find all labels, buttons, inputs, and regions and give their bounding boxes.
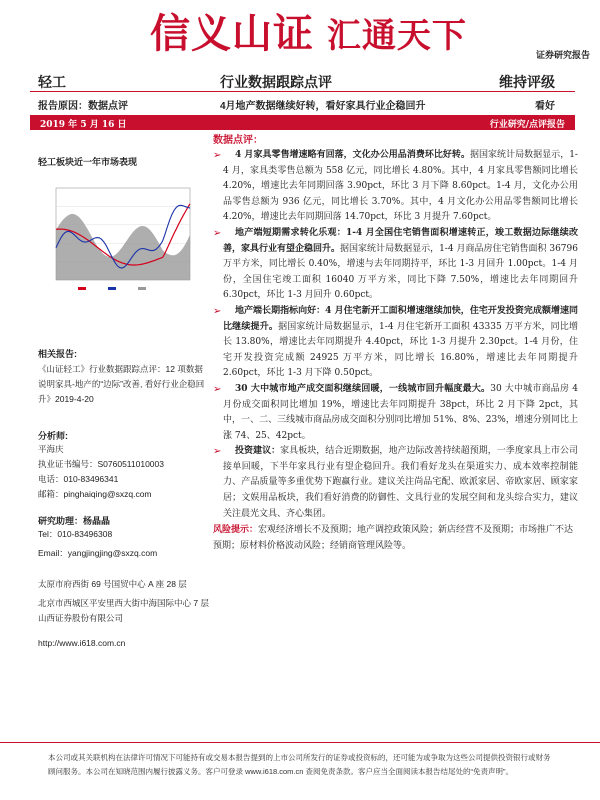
report-category: 行业研究/点评报告 bbox=[489, 120, 565, 130]
p4-heading: 30 大中城市地产成交面积继续回暖，一线城市回升幅度最大。 bbox=[235, 383, 491, 394]
slogan-part-a: 信义山证 bbox=[150, 10, 314, 57]
rating-label: 维持评级 bbox=[499, 74, 555, 90]
left-sidebar bbox=[38, 140, 210, 651]
legend-area-swatch bbox=[138, 287, 146, 290]
date-bar bbox=[30, 115, 575, 130]
sector-label: 轻工 bbox=[38, 74, 66, 90]
header-banner bbox=[0, 0, 600, 68]
footer-disclaimer bbox=[0, 742, 600, 800]
paragraph-short-term bbox=[213, 226, 578, 304]
legend-industry-swatch bbox=[78, 287, 86, 290]
p5-body: 家具板块，结合近期数据，地产边际改善持续超预期，一季度家具上市公司接单回暖，下半年家具行业有望企稳回升。我们看好龙头在渠道实力、成本效率控制能力、产品质量等多重优势下跑赢行业。建议关注尚品宅配、欧派家居、帝欧家居、顾家家居；文娱用品板块，我们看好消费的防御性、文具行业的发展空间和龙头综合实力，建议关注晨光文具、齐心集团。 bbox=[223, 446, 578, 519]
risk-warning bbox=[213, 522, 578, 554]
risk-body: 宏观经济增长不及预期；地产调控政策风险；新店经营不及预期；市场推广不达预期；原材料价格波动风险；经销商管理风险等。 bbox=[213, 525, 574, 551]
bullet-marker: ➢ bbox=[213, 383, 222, 395]
report-reason: 报告原因：数据点评 bbox=[38, 101, 128, 112]
bullet-marker: ➢ bbox=[213, 150, 222, 161]
company-name: 山西证券股份有限公司 bbox=[38, 613, 124, 623]
title-row bbox=[30, 70, 575, 92]
p1-heading: 4 月家具零售增速略有回落，文化办公用品消费环比好转。 bbox=[235, 150, 470, 160]
report-date: 2019 年 5 月 16 日 bbox=[40, 120, 127, 130]
legend-index-swatch bbox=[108, 287, 116, 290]
analyst-name: 平海庆 bbox=[38, 444, 64, 454]
company-url[interactable]: http://www.i618.com.cn bbox=[38, 638, 126, 648]
address-taiyuan: 太原市府西街 69 号国贸中心 A 座 28 层 bbox=[38, 579, 187, 589]
p2-body: 据国家统计局数据显示，1-4 月商品房住宅销售面积 36796 万平方米，同比增长 0.40%，增速与去年同期持平，环比 1-3 月回升 1.00pct。1-4 月份，全国住宅竣工面积 16040 万平方米，同比下降 7.50%，增速比去年同期回升 6.30pct，环比 1-3 月回升 0.60pct。 bbox=[223, 243, 578, 301]
analyst-license: 执业证书编号：S0760511010003 bbox=[38, 459, 164, 469]
paragraph-investment-advice bbox=[213, 444, 578, 522]
p3-heading: 地产端长期指标向好：4 月住宅新开工面积增速继续加快，住宅开发投资完成额增速同比继续提升。 bbox=[223, 305, 578, 332]
subtitle-row bbox=[30, 94, 575, 114]
company-slogan bbox=[150, 2, 467, 59]
main-content bbox=[213, 131, 578, 554]
p2-heading: 地产端短期需求转化乐观：1-4 月全国住宅销售面积增速转正，竣工数据边际继续改善，家具行业有望企稳回升。 bbox=[223, 227, 578, 254]
analyst-title: 分析师: bbox=[38, 431, 68, 441]
chart-title: 轻工板块近一年市场表现 bbox=[38, 157, 138, 167]
report-title: 行业数据跟踪点评 bbox=[220, 74, 332, 90]
analyst-phone: 电话：010-83496341 bbox=[38, 474, 119, 484]
paragraph-long-term bbox=[213, 304, 578, 382]
report-type-label: 证券研究报告 bbox=[535, 50, 590, 60]
p3-body: 据国家统计局数据显示，1-4 月住宅新开工面积 43335 万平方米，同比增长 13.80%，增速比去年同期提升 4.40pct，环比 1-3 月提升 2.30pct。1-4 月份，住宅开发投资完成额 24925 万平方米，同比增长 16.80%，增速比去年同期提升 2.60pct，环比 1-3 月下降 0.50pct。 bbox=[223, 321, 578, 379]
bullet-marker: ➢ bbox=[213, 227, 222, 239]
bullet-marker: ➢ bbox=[213, 305, 222, 317]
related-report-text: 《山证轻工》行业数据跟踪点评：12 项数据说明家具-地产的“边际”改善, 看好行业企稳回升》2019-4-20 bbox=[38, 364, 205, 404]
analyst-email: 邮箱：pinghaiqing@sxzq.com bbox=[38, 489, 152, 499]
p1-body: 据国家统计局数据显示，1-4 月，家具类零售总额为 558 亿元，同比增长 4.80%。其中，4 月家具零售额同比增长 4.20%，增速比去年同期回落 3.90pct，环比 3 月下降 8.60pct。1-4 月，文化办公用品零售总额为 936 亿元，同比增长 3.70%。其中，4 月文化办公用品零售额同比增长 4.20%，增速比去年同期回落 14.70pct，环比 3 月提升 7.60pct。 bbox=[223, 150, 578, 223]
recommendation: 看好 bbox=[535, 101, 555, 112]
paragraph-furniture-retail bbox=[213, 148, 578, 226]
bullet-marker: ➢ bbox=[213, 446, 222, 458]
p5-heading: 投资建议： bbox=[235, 446, 281, 457]
assistant-email: Email：yangjingjing@sxzq.com bbox=[38, 548, 158, 558]
related-reports-title: 相关报告: bbox=[38, 349, 77, 359]
disclaimer-text: 本公司或其关联机构在法律许可情况下可能持有或交易本报告提到的上市公司所发行的证券或投资标的，还可能为或争取为这些公司提供投资银行或财务顾问服务。本公司在知晓范围内履行披露义务。客户可登录 www.i618.com.cn 查阅免责条款。客户应当全面阅读本报告结尾处的“免责声明”。 bbox=[48, 753, 551, 776]
paragraph-30-cities bbox=[213, 382, 578, 444]
report-headline: 4月地产数据继续好转，看好家具行业企稳回升 bbox=[220, 101, 426, 112]
chart-legend bbox=[78, 287, 146, 290]
slogan-part-b: 汇通天下 bbox=[326, 16, 467, 56]
research-assistant: 研究助理：杨晶晶 bbox=[38, 516, 111, 526]
risk-label: 风险提示： bbox=[213, 524, 259, 535]
address-beijing: 北京市西城区平安里西大街中海国际中心 7 层 bbox=[38, 598, 209, 608]
assistant-phone: Tel：010-83496308 bbox=[38, 529, 113, 539]
market-performance-chart bbox=[38, 174, 208, 299]
data-review-title: 数据点评： bbox=[213, 135, 263, 146]
p4-body: 30 大中城市商品房 4 月份成交面积同比增加 19%，增速比去年同期提升 38pct，环比 2 月下降 2pct，其中，一、二、三线城市商品房成交面积分别同比增加 51%、8%、23%，增速分别同比上涨 74、25、42pct。 bbox=[223, 383, 578, 441]
